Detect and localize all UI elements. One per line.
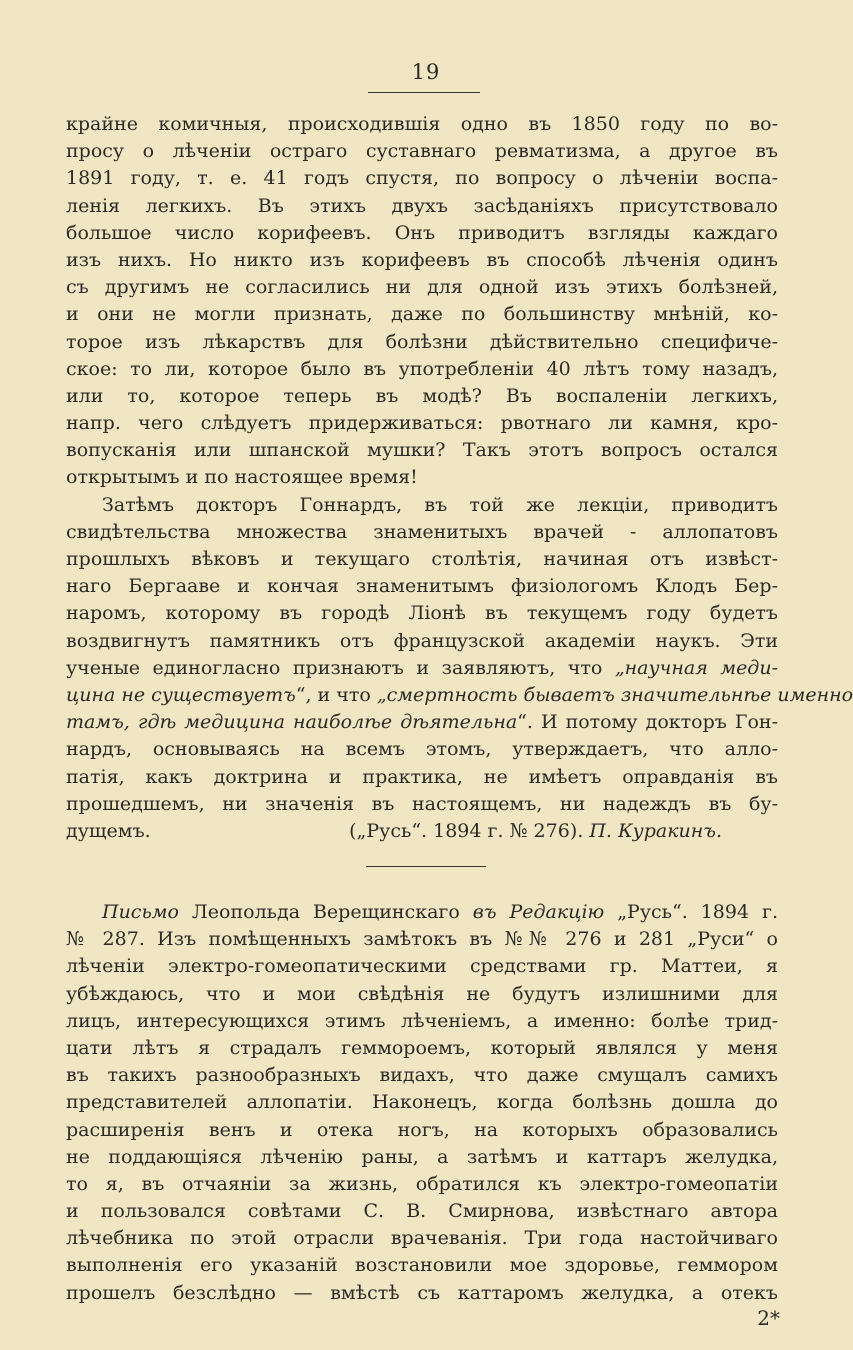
text-line: и пользовался совѣтами С. В. Смирнова, извѣстнаго автора bbox=[66, 1200, 778, 1223]
text-line: лѣчебника по этой отрасли врачеванія. Три года настойчиваго bbox=[66, 1227, 778, 1250]
article-kurakin bbox=[66, 111, 853, 845]
text-line: нардъ, основываясь на всемъ этомъ, утверждаетъ, что алло- bbox=[66, 738, 778, 761]
text-line: выполненія его указаній возстановили мое здоровье, геммором bbox=[66, 1254, 778, 1277]
article-vereshchinsky bbox=[66, 899, 778, 1307]
text-line: прошелъ безслѣдно — вмѣстѣ съ каттаромъ желудка, а отекъ bbox=[66, 1281, 778, 1304]
text-line: большое число корифеевъ. Онъ приводитъ взгляды каждаго bbox=[66, 221, 778, 244]
italic-quote: „смертность бываетъ значительнѣе именно bbox=[376, 683, 853, 706]
text-line bbox=[66, 682, 853, 709]
section-divider bbox=[366, 866, 486, 867]
source-reference: („Русь“. 1894 г. № 276). bbox=[349, 819, 584, 842]
italic-quote: „научная меди- bbox=[614, 656, 779, 679]
italic-word: въ Редакцію bbox=[472, 901, 605, 923]
text-line: торое изъ лѣкарствъ для болѣзни дѣйствительно специфиче- bbox=[66, 330, 778, 353]
text-line: ское: то ли, которое было въ употребленіи 40 лѣтъ тому назадъ, bbox=[66, 357, 778, 380]
text-run: „Русь“. 1894 г. bbox=[604, 901, 778, 923]
text-line: напр. чего слѣдуетъ придерживаться: рвотнаго ли камня, кро- bbox=[66, 412, 778, 435]
text-line: просу о лѣченіи остраго суставнаго ревматизма, а другое въ bbox=[66, 140, 778, 163]
signature-line bbox=[66, 818, 778, 845]
text-run: “, и что bbox=[295, 683, 377, 706]
text-line: 1891 году, т. е. 41 годъ спустя, по вопросу о лѣченіи воспа- bbox=[66, 167, 778, 190]
text-line: крайне комичныя, происходившія одно въ 1850 году по во- bbox=[66, 113, 778, 135]
author-name: П. Куракинъ. bbox=[589, 819, 722, 842]
text-line: не поддающіяся лѣченію раны, а затѣмъ и каттаръ желудка, bbox=[66, 1145, 778, 1168]
text-line: патія, какъ доктрина и практика, не имѣетъ оправданія въ bbox=[66, 765, 778, 788]
text-run: Леопольда Верещинскаго bbox=[178, 901, 473, 923]
text-line: № 287. Изъ помѣщенныхъ замѣтокъ въ №№ 276 и 281 „Руси“ о bbox=[66, 928, 778, 951]
text-line: съ другимъ не согласились ни для одной изъ этихъ болѣзней, bbox=[66, 276, 778, 299]
text-line: представителей аллопатіи. Наконецъ, когда болѣзнь дошла до bbox=[66, 1091, 778, 1114]
text-line: лѣченіи электро-гомеопатическими средствами гр. Маттеи, я bbox=[66, 955, 778, 978]
text-line: наго Бергааве и кончая знаменитымъ физіологомъ Клодъ Бер- bbox=[66, 575, 778, 598]
text-run: дущемъ. bbox=[66, 819, 151, 842]
text-line: или то, которое теперь въ модѣ? Въ воспаленіи легкихъ, bbox=[66, 384, 778, 407]
text-line: въ такихъ разнообразныхъ видахъ, что даже смущалъ самихъ bbox=[66, 1064, 778, 1087]
page-number: 19 bbox=[411, 60, 441, 84]
italic-quote: цина не существуетъ bbox=[66, 683, 296, 706]
citation bbox=[349, 818, 778, 845]
text-line: цати лѣтъ я страдалъ геммороемъ, который являлся у меня bbox=[66, 1036, 778, 1059]
header-rule bbox=[368, 92, 480, 93]
text-line: свидѣтельства множества знаменитыхъ врачей - аллопатовъ bbox=[66, 520, 778, 543]
text-line: то я, въ отчаяніи за жизнь, обратился къ электро-гомеопатіи bbox=[66, 1172, 778, 1195]
text-line: изъ нихъ. Но никто изъ корифеевъ въ способѣ лѣченія одинъ bbox=[66, 248, 778, 271]
text-line: убѣждаюсь, что и мои свѣдѣнія не будутъ излишними для bbox=[66, 982, 778, 1005]
text-line: лицъ, интересующихся этимъ лѣченіемъ, а именно: болѣе трид- bbox=[66, 1009, 778, 1032]
text-line: Затѣмъ докторъ Гоннардъ, въ той же лекціи, приводитъ bbox=[102, 493, 778, 516]
text-line: наромъ, которому въ городѣ Ліонѣ въ текущемъ году будетъ bbox=[66, 602, 778, 625]
italic-word: Письмо bbox=[102, 901, 179, 923]
text-run: “. И потому докторъ Гон- bbox=[517, 711, 778, 734]
text-line bbox=[66, 709, 778, 736]
italic-quote: тамъ, гдѣ медицина наиболѣе дѣятельна bbox=[66, 711, 518, 734]
text-line: расширенія венъ и отека ногъ, на которыхъ образовались bbox=[66, 1118, 778, 1141]
text-line: открытымъ и по настоящее время! bbox=[66, 466, 418, 489]
text-line: прошедшемъ, ни значенія въ настоящемъ, ни надеждъ въ бу- bbox=[66, 792, 778, 815]
signature-mark: 2* bbox=[757, 1306, 780, 1330]
text-line: воздвигнутъ памятникъ отъ французской академіи наукъ. Эти bbox=[66, 629, 778, 652]
text-line: и они не могли признать, даже по большинству мнѣній, ко- bbox=[66, 303, 778, 326]
text-line: прошлыхъ вѣковъ и текущаго столѣтія, начиная отъ извѣст- bbox=[66, 548, 778, 570]
text-line bbox=[66, 899, 778, 926]
text-line: ленія легкихъ. Въ этихъ двухъ засѣданіяхъ присутствовало bbox=[66, 194, 778, 217]
text-run: ученые единогласно признаютъ и заявляютъ, что bbox=[66, 656, 615, 679]
text-line bbox=[66, 655, 778, 682]
text-line: вопусканія или шпанской мушки? Такъ этотъ вопросъ остался bbox=[66, 439, 778, 462]
